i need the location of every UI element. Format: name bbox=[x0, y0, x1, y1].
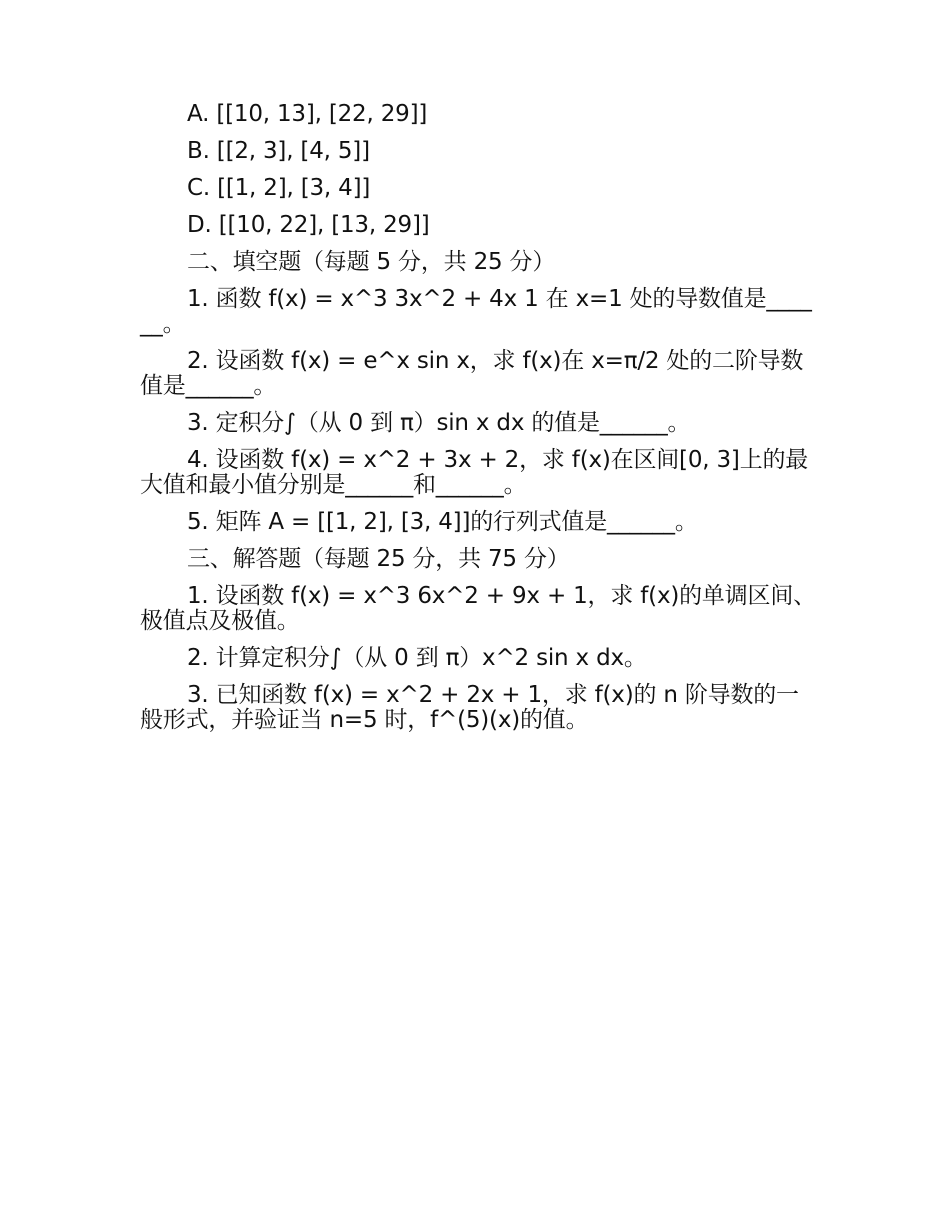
answer-question-1: 1. 设函数 f(x) = x^3 6x^2 + 9x + 1，求 f(x)的单调区间、极值点及极值。 bbox=[140, 583, 816, 634]
choice-c: C. [[1, 2], [3, 4]] bbox=[187, 175, 371, 201]
fill-in-question-2: 2. 设函数 f(x) = e^x sin x，求 f(x)在 x=π/2 处的二阶导数值是______。 bbox=[140, 348, 804, 399]
section-heading-answer: 三、解答题（每题 25 分，共 75 分） bbox=[187, 546, 570, 572]
section-heading-fill-in: 二、填空题（每题 5 分，共 25 分） bbox=[187, 249, 556, 275]
exam-content bbox=[140, 102, 820, 745]
choice-d: D. [[10, 22], [13, 29]] bbox=[187, 212, 430, 238]
fill-in-question-3: 3. 定积分∫（从 0 到 π）sin x dx 的值是______。 bbox=[187, 410, 691, 436]
choice-a: A. [[10, 13], [22, 29]] bbox=[187, 101, 428, 127]
fill-in-question-4: 4. 设函数 f(x) = x^2 + 3x + 2，求 f(x)在区间[0, 3]上的最大值和最小值分别是______和______。 bbox=[140, 447, 809, 498]
answer-question-3: 3. 已知函数 f(x) = x^2 + 2x + 1，求 f(x)的 n 阶导数的一般形式，并验证当 n=5 时，f^(5)(x)的值。 bbox=[140, 682, 799, 733]
answer-question-2: 2. 计算定积分∫（从 0 到 π）x^2 sin x dx。 bbox=[187, 645, 647, 671]
fill-in-question-5: 5. 矩阵 A = [[1, 2], [3, 4]]的行列式值是______。 bbox=[187, 509, 698, 535]
fill-in-question-1: 1. 函数 f(x) = x^3 3x^2 + 4x 1 在 x=1 处的导数值是______。 bbox=[140, 286, 812, 337]
choice-b: B. [[2, 3], [4, 5]] bbox=[187, 138, 370, 164]
